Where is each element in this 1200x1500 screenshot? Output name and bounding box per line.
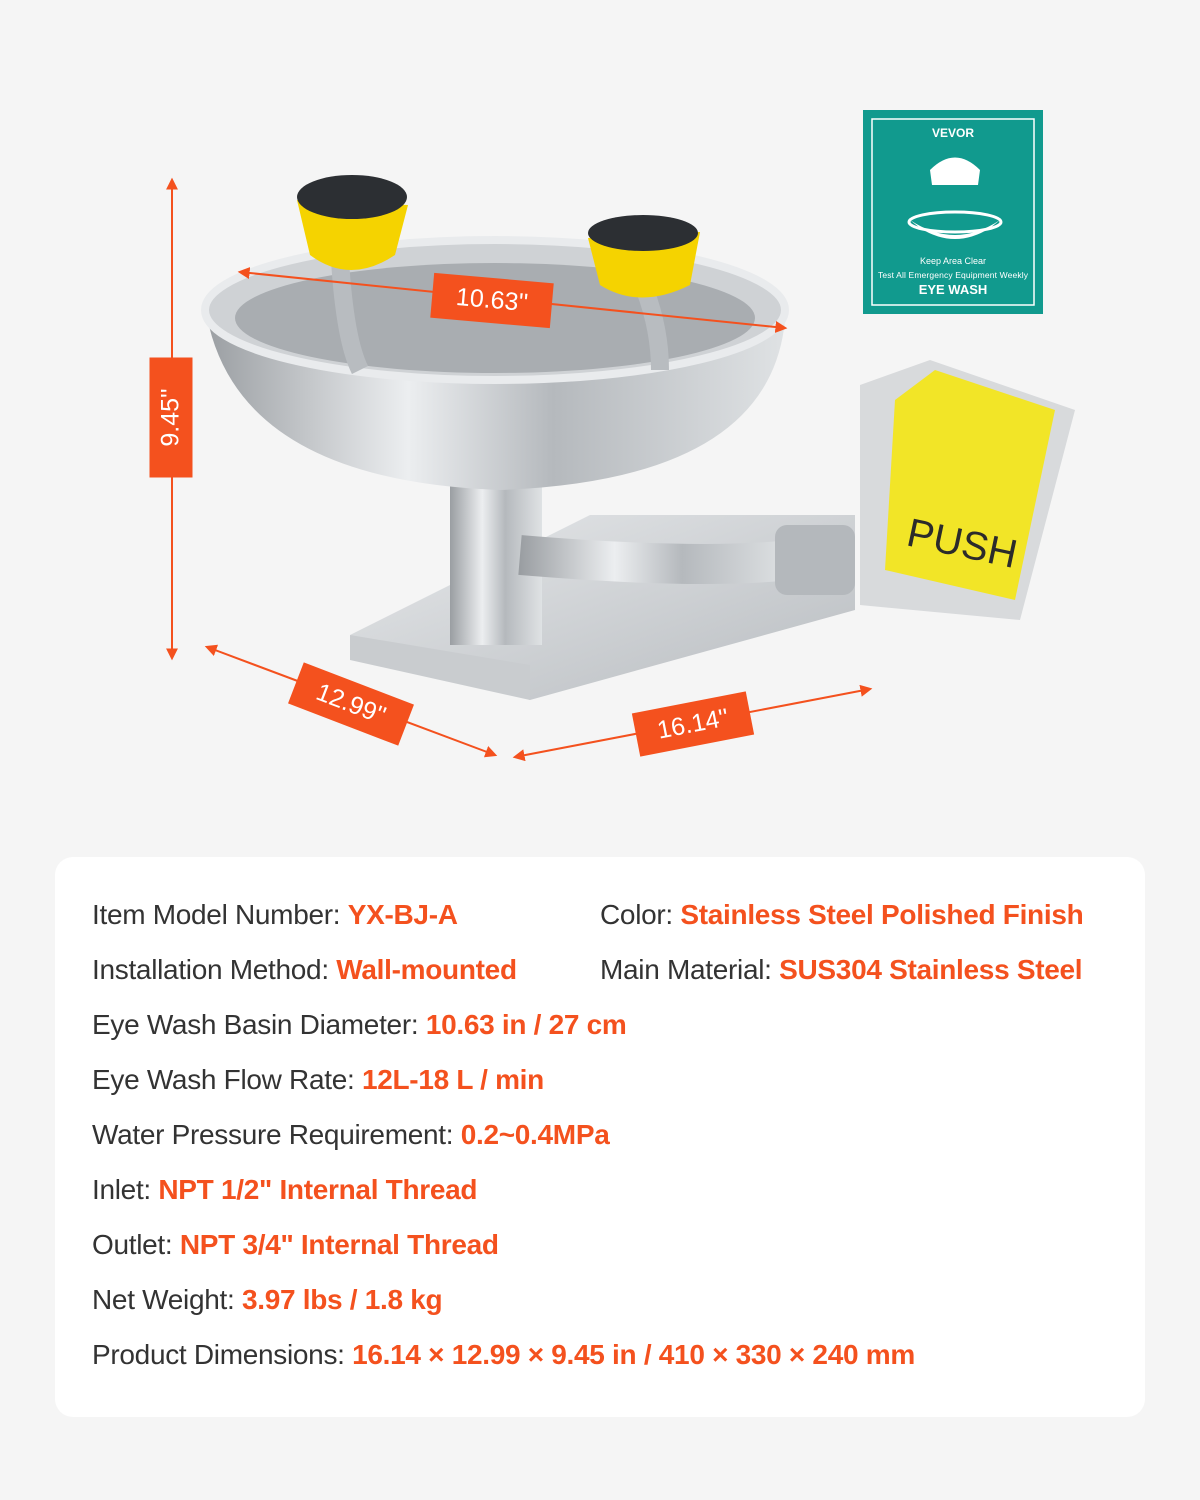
depth-label: 12.99'' xyxy=(288,662,414,745)
pipe xyxy=(520,555,790,564)
spec-color: Color: Stainless Steel Polished Finish xyxy=(600,899,1084,930)
height-label: 9.45'' xyxy=(150,358,193,478)
spec-material: Main Material: SUS304 Stainless Steel xyxy=(600,954,1083,985)
spec-weight: Net Weight: 3.97 lbs / 1.8 kg xyxy=(92,1284,443,1315)
push-label: PUSH xyxy=(903,510,1021,577)
sign-brand: VEVOR xyxy=(931,126,975,140)
spec-flow-rate: Eye Wash Flow Rate: 12L-18 L / min xyxy=(92,1064,544,1095)
spec-inlet: Inlet: NPT 1/2" Internal Thread xyxy=(92,1174,478,1205)
spec-basin-diameter: Eye Wash Basin Diameter: 10.63 in / 27 cm xyxy=(92,1009,627,1040)
specifications-panel xyxy=(55,857,1145,1417)
spec-dimensions: Product Dimensions: 16.14 × 12.99 × 9.45 in / 410 × 330 × 240 mm xyxy=(92,1339,915,1370)
spec-pressure: Water Pressure Requirement: 0.2~0.4MPa xyxy=(92,1119,610,1150)
sign-line2: Test All Emergency Equipment Weekly xyxy=(878,270,1028,280)
basin-label: 10.63'' xyxy=(430,273,553,328)
spec-installation: Installation Method: Wall-mounted xyxy=(92,954,517,985)
width-label: 16.14'' xyxy=(632,691,754,756)
sign-title: EYE WASH xyxy=(918,282,988,297)
spec-model: Item Model Number: YX-BJ-A xyxy=(92,899,458,930)
spec-outlet: Outlet: NPT 3/4" Internal Thread xyxy=(92,1229,499,1260)
sign-line1: Keep Area Clear xyxy=(919,256,987,266)
